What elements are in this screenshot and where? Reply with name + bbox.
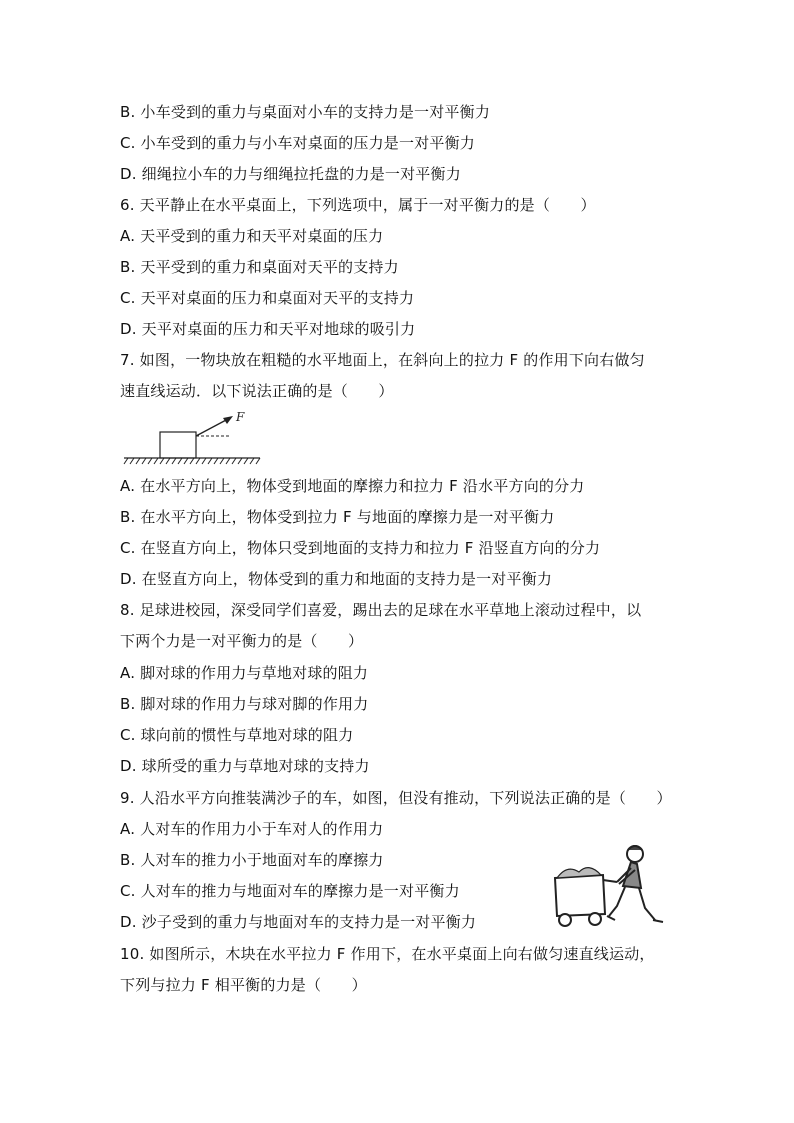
cart-wheel-right [589,913,601,925]
option-6d: D. 天平对桌面的压力和天平对地球的吸引力 [120,320,416,338]
option-9a: A. 人对车的作用力小于车对人的作用力 [120,820,384,838]
option-7d: D. 在竖直方向上，物体受到的重力和地面的支持力是一对平衡力 [120,570,553,588]
block-shape [160,432,196,458]
ground-hatch [124,458,260,464]
option-8a: A. 脚对球的作用力与草地对球的阻力 [120,664,369,682]
question-6: 6. 天平静止在水平桌面上，下列选项中，属于一对平衡力的是（ ） [120,196,596,214]
option-9d: D. 沙子受到的重力与地面对车的支持力是一对平衡力 [120,913,477,931]
option-7b: B. 在水平方向上，物体受到拉力 F 与地面的摩擦力是一对平衡力 [120,508,555,526]
option-8c: C. 球向前的惯性与草地对球的阻力 [120,726,354,744]
force-arrow-head [223,416,233,424]
question-7-line-1: 7. 如图，一物块放在粗糙的水平地面上，在斜向上的拉力 F 的作用下向右做匀 [120,351,645,369]
option-8b: B. 脚对球的作用力与球对脚的作用力 [120,695,369,713]
block-pulled-figure [120,405,270,467]
option-6b: B. 天平受到的重力和桌面对天平的支持力 [120,258,399,276]
option-8d: D. 球所受的重力与草地对球的支持力 [120,757,370,775]
force-label: F [236,410,245,424]
person-pushing-cart-figure [545,842,675,930]
option-7c: C. 在竖直方向上，物体只受到地面的支持力和拉力 F 沿竖直方向的分力 [120,539,601,557]
option-5c: C. 小车受到的重力与小车对桌面的压力是一对平衡力 [120,134,476,152]
question-7-line-2: 速直线运动．以下说法正确的是（ ） [120,382,394,400]
person [607,846,663,922]
cart-body [555,875,605,916]
question-10-line-1: 10. 如图所示，木块在水平拉力 F 作用下，在水平桌面上向右做匀速直线运动， [120,945,655,963]
question-8-line-1: 8. 足球进校园，深受同学们喜爱，踢出去的足球在水平草地上滚动过程中，以 [120,601,642,619]
cart-handle [603,880,617,882]
option-5d: D. 细绳拉小车的力与细绳拉托盘的力是一对平衡力 [120,165,461,183]
option-6a: A. 天平受到的重力和天平对桌面的压力 [120,227,384,245]
force-arrow-shaft [196,419,228,436]
question-8-line-2: 下两个力是一对平衡力的是（ ） [120,632,364,650]
cart-wheel-left [559,914,571,926]
question-10-line-2: 下列与拉力 F 相平衡的力是（ ） [120,976,367,994]
option-5b: B. 小车受到的重力与桌面对小车的支持力是一对平衡力 [120,103,491,121]
question-9: 9. 人沿水平方向推装满沙子的车，如图，但没有推动，下列说法正确的是（ ） [120,789,672,807]
option-9c: C. 人对车的推力与地面对车的摩擦力是一对平衡力 [120,882,460,900]
option-7a: A. 在水平方向上，物体受到地面的摩擦力和拉力 F 沿水平方向的分力 [120,477,585,495]
option-9b: B. 人对车的推力小于地面对车的摩擦力 [120,851,384,869]
option-6c: C. 天平对桌面的压力和桌面对天平的支持力 [120,289,415,307]
